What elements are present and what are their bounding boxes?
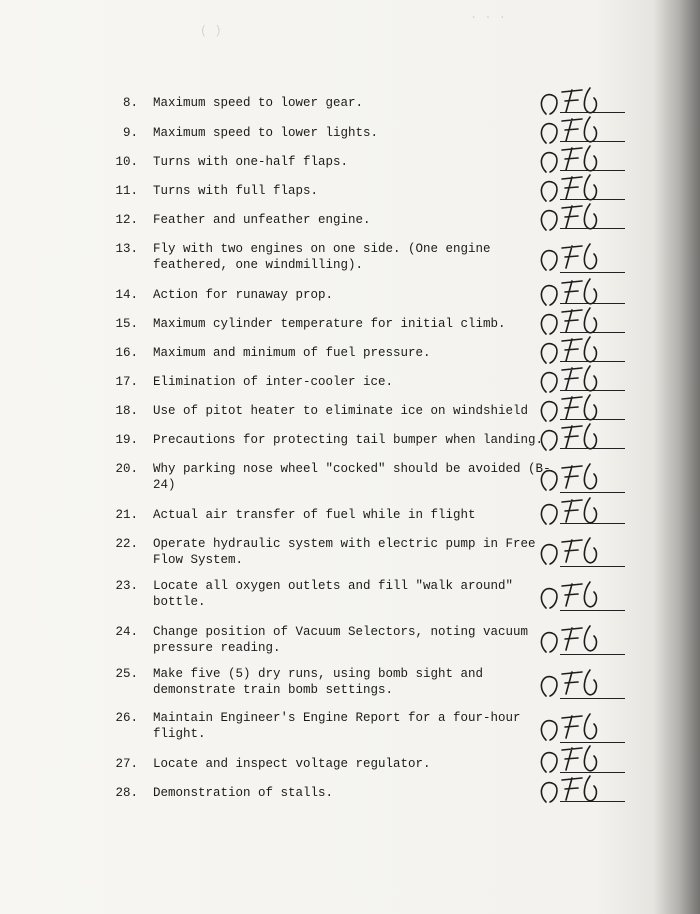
item-text: Change position of Vacuum Selectors, noting vacuum pressure reading. (153, 625, 529, 655)
handwritten-initials (536, 494, 616, 528)
item-text: Action for runaway prop. (153, 288, 334, 302)
item-number: 27. (115, 757, 138, 771)
item-number: 16. (115, 346, 138, 360)
handwritten-initials (536, 534, 616, 568)
handwritten-initials (536, 578, 616, 612)
item-number: 11. (115, 184, 138, 198)
item-number: 25. (115, 667, 138, 681)
handwritten-initials (536, 666, 616, 700)
item-number: 23. (115, 579, 138, 593)
item-text: Elimination of inter-cooler ice. (153, 375, 394, 389)
item-number: 14. (115, 288, 138, 302)
handwritten-initials (536, 710, 616, 744)
item-text: Precautions for protecting tail bumper when landing. (153, 433, 544, 447)
item-number: 24. (115, 625, 138, 639)
handwritten-initials (536, 420, 616, 454)
handwritten-initials (536, 240, 616, 274)
item-number: 22. (115, 537, 138, 551)
page-edge-shadow (654, 0, 700, 914)
item-number: 28. (115, 786, 138, 800)
item-text: Operate hydraulic system with electric pump in Free Flow System. (153, 537, 536, 567)
item-number: 19. (115, 433, 138, 447)
item-number: 8. (122, 96, 138, 110)
bleed-through-mark: . . . (470, 8, 507, 22)
item-text: Locate all oxygen outlets and fill "walk around" bottle. (153, 579, 514, 609)
item-text: Maximum and minimum of fuel pressure. (153, 346, 431, 360)
item-number: 21. (115, 508, 138, 522)
item-text: Maximum cylinder temperature for initial climb. (153, 317, 506, 331)
item-text: Turns with full flaps. (153, 184, 319, 198)
bleed-through-mark: ( ) (200, 24, 222, 38)
item-number: 12. (115, 213, 138, 227)
item-text: Why parking nose wheel "cocked" should be avoided (B-24) (153, 462, 551, 492)
item-number: 10. (115, 155, 138, 169)
item-text: Actual air transfer of fuel while in flight (153, 508, 476, 522)
item-number: 9. (122, 126, 138, 140)
item-number: 17. (115, 375, 138, 389)
handwritten-initials (536, 460, 616, 494)
item-text: Maximum speed to lower lights. (153, 126, 379, 140)
item-text: Turns with one-half flaps. (153, 155, 349, 169)
item-number: 15. (115, 317, 138, 331)
handwritten-initials (536, 772, 616, 806)
item-number: 13. (115, 242, 138, 256)
item-text: Feather and unfeather engine. (153, 213, 371, 227)
item-text: Make five (5) dry runs, using bomb sight and demonstrate train bomb settings. (153, 667, 484, 697)
handwritten-initials (536, 622, 616, 656)
item-text: Demonstration of stalls. (153, 786, 334, 800)
item-number: 26. (115, 711, 138, 725)
item-number: 18. (115, 404, 138, 418)
handwritten-initials (536, 200, 616, 234)
item-text: Maintain Engineer's Engine Report for a four-hour flight. (153, 711, 521, 741)
item-text: Locate and inspect voltage regulator. (153, 757, 431, 771)
item-text: Fly with two engines on one side. (One engine feathered, one windmilling). (153, 242, 491, 272)
item-text: Maximum speed to lower gear. (153, 96, 364, 110)
item-number: 20. (115, 462, 138, 476)
item-text: Use of pitot heater to eliminate ice on windshield (153, 404, 529, 418)
handwritten-initials (536, 742, 616, 776)
